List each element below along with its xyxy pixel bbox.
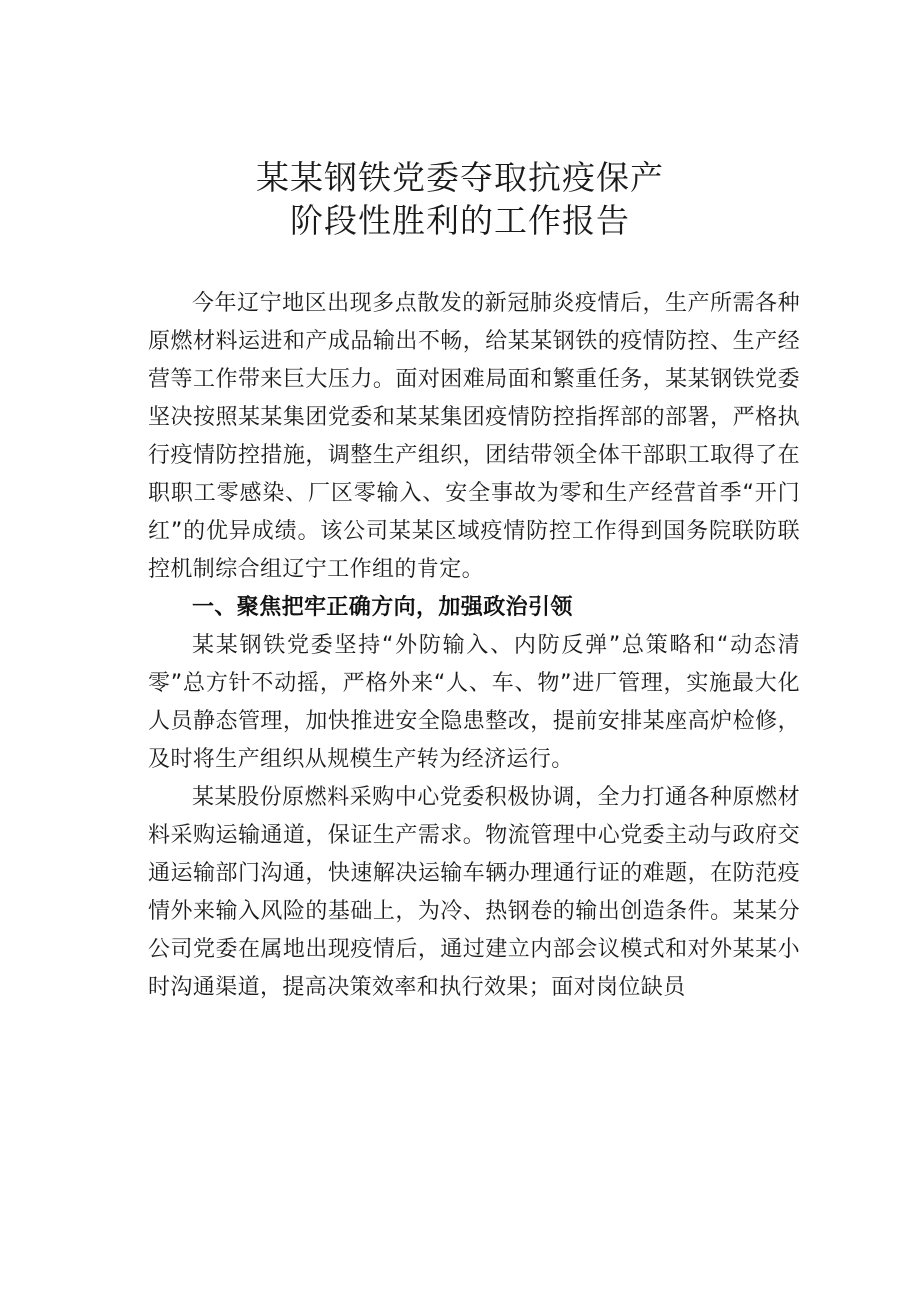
section-1-paragraph-2: 某某股份原燃料采购中心党委积极协调，全力打通各种原燃材料采购运输通道，保证生产需求。物流管理中心党委主动与政府交通运输部门沟通，快速解决运输车辆办理通行证的难题，在防范疫情外来输入风险的基础上，为冷、热钢卷的输出创造条件。某某分公司党委在属地出现疫情后，通过建立内部会议模式和对外某某小时沟通渠道，提高决策效率和执行效果；面对岗位缺员 [148, 785, 800, 1000]
section-1-heading: 一、聚焦把牢正确方向，加强政治引领 [192, 595, 573, 620]
report-body [148, 285, 800, 1007]
report-title-line-1: 某某钢铁党委夺取抗疫保产 [256, 158, 664, 197]
report-title-line-2: 阶段性胜利的工作报告 [290, 201, 630, 240]
report-title [0, 156, 920, 242]
intro-paragraph: 今年辽宁地区出现多点散发的新冠肺炎疫情后，生产所需各种原燃材料运进和产成品输出不畅，给某某钢铁的疫情防控、生产经营等工作带来巨大压力。面对困难局面和繁重任务，某某钢铁党委坚决按照某某集团党委和某某集团疫情防控指挥部的部署，严格执行疫情防控措施，调整生产组织，团结带领全体干部职工取得了在职职工零感染、厂区零输入、安全事故为零和生产经营首季“开门红”的优异成绩。该公司某某区域疫情防控工作得到国务院联防联控机制综合组辽宁工作组的肯定。 [148, 291, 800, 582]
section-1-paragraph-1: 某某钢铁党委坚持“外防输入、内防反弹”总策略和“动态清零”总方针不动摇，严格外来“人、车、物”进厂管理，实施最大化人员静态管理，加快推进安全隐患整改，提前安排某座高炉检修，及时将生产组织从规模生产转为经济运行。 [148, 633, 800, 772]
